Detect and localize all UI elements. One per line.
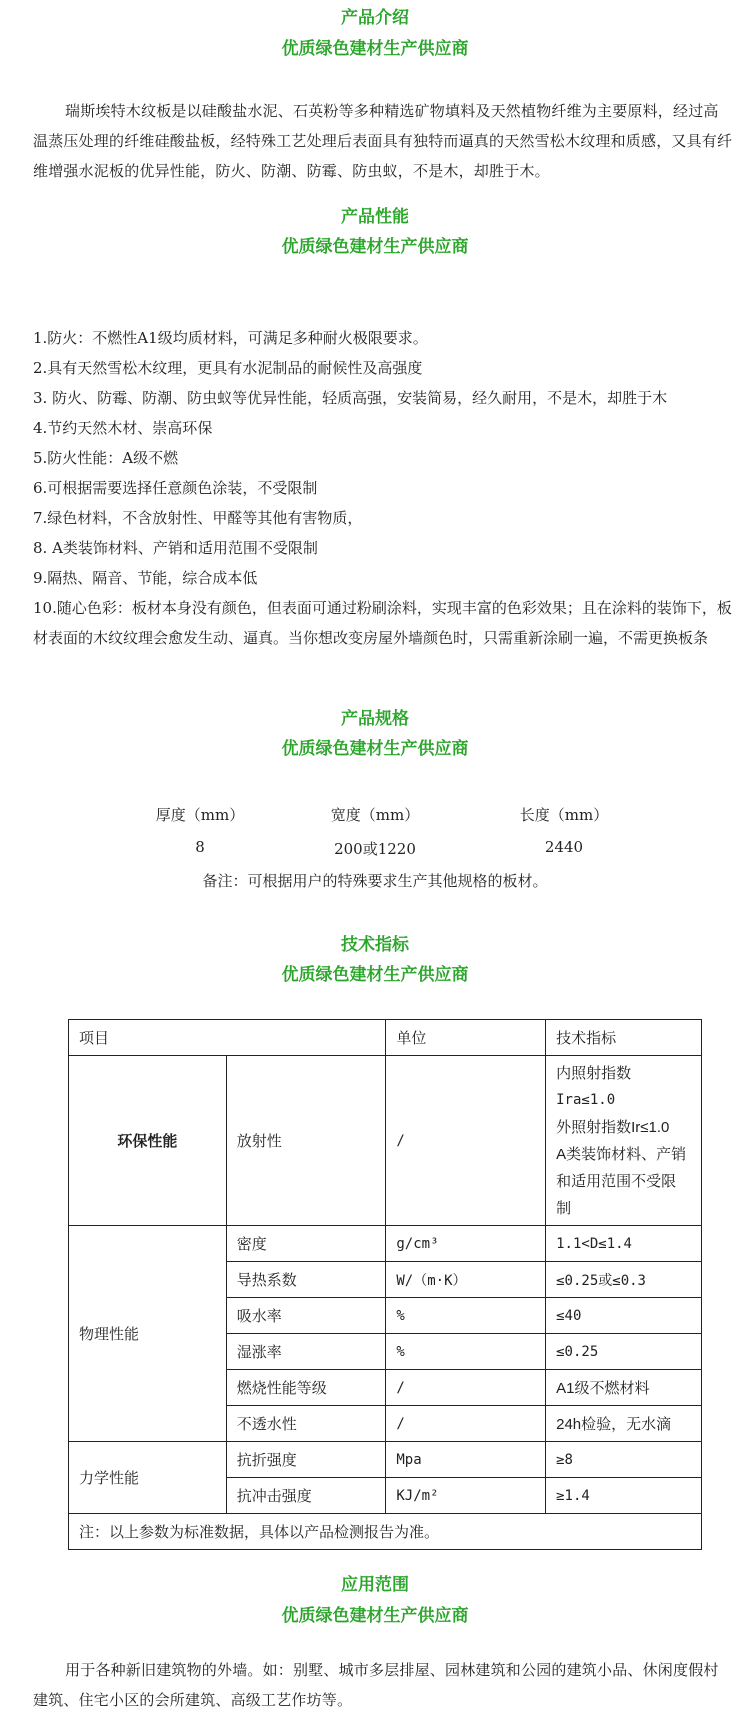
performance-item: 2.具有天然雪松木纹理，更具有水泥制品的耐候性及高强度: [33, 359, 423, 377]
tech-cell-name: 抗冲击强度: [226, 1478, 386, 1514]
tech-cell-name: 湿涨率: [226, 1334, 386, 1370]
tech-env-line: A类装饰材料、产销: [556, 1145, 687, 1163]
tech-cell-unit: /: [386, 1056, 546, 1226]
tech-cell-value: A1级不燃材料: [546, 1370, 702, 1406]
intro-subtitle: 优质绿色建材生产供应商: [281, 39, 469, 59]
tech-env-line: 内照射指数: [556, 1064, 632, 1082]
performance-item: 6.可根据需要选择任意颜色涂装，不受限制: [33, 479, 318, 497]
spec-note: 备注：可根据用户的特殊要求生产其他规格的板材。: [202, 872, 548, 890]
tech-cell-name: 导热系数: [226, 1262, 386, 1298]
performance-item: 10.随心色彩：板材本身没有颜色，但表面可通过粉刷涂料，实现丰富的色彩效果；且在涂料的装饰下，板材表面的木纹纹理会愈发生动、逼真。当你想改变房屋外墙颜色时，只需重新涂刷一遍，不需更换板条: [33, 599, 732, 647]
tech-cell-unit: W/（m·K）: [386, 1262, 546, 1298]
performance-item: 7.绿色材料，不含放射性、甲醛等其他有害物质，: [33, 509, 363, 527]
application-subtitle: 优质绿色建材生产供应商: [281, 1606, 469, 1626]
tech-env-line: Ira≤1.0: [556, 1091, 616, 1108]
performance-item: 5.防火性能：A级不燃: [33, 449, 179, 467]
tech-cell-value: [546, 1056, 702, 1226]
tech-cell-value: 1.1<D≤1.4: [546, 1226, 702, 1262]
tech-cell-value: ≥8: [546, 1442, 702, 1478]
tech-cell-name: 抗折强度: [226, 1442, 386, 1478]
tech-cell-name: 不透水性: [226, 1406, 386, 1442]
tech-env-line: 制: [556, 1199, 572, 1217]
table-row: [69, 1514, 702, 1550]
performance-subtitle: 优质绿色建材生产供应商: [281, 237, 469, 257]
tech-header-row: [69, 1020, 702, 1056]
spec-header-thickness: 厚度（mm）: [155, 806, 245, 824]
tech-cell-value: ≤40: [546, 1298, 702, 1334]
tech-cell-unit: %: [386, 1298, 546, 1334]
tech-header-index: 技术指标: [546, 1020, 702, 1056]
tech-cell-unit: Mpa: [386, 1442, 546, 1478]
tech-cell-unit: /: [386, 1406, 546, 1442]
tech-cell-unit: g/cm³: [386, 1226, 546, 1262]
tech-cell-name: 密度: [226, 1226, 386, 1262]
tech-cell-value: 24h检验，无水滴: [546, 1406, 702, 1442]
performance-item: 1.防火：不燃性A1级均质材料，可满足多种耐火极限要求。: [33, 329, 428, 347]
tech-group-physical: 物理性能: [69, 1226, 227, 1442]
tech-header-unit: 单位: [386, 1020, 546, 1056]
tech-note: 注：以上参数为标准数据，具体以产品检测报告为准。: [69, 1514, 702, 1550]
tech-cell-name: 燃烧性能等级: [226, 1370, 386, 1406]
tech-subtitle: 优质绿色建材生产供应商: [281, 965, 469, 985]
application-title: 应用范围: [341, 1575, 409, 1595]
performance-item: 8. A类装饰材料、产销和适用范围不受限制: [33, 539, 318, 557]
tech-table: [68, 1019, 702, 1550]
tech-cell-name: 放射性: [226, 1056, 386, 1226]
intro-title: 产品介绍: [341, 8, 409, 28]
tech-cell-name: 吸水率: [226, 1298, 386, 1334]
tech-group-mechanical: 力学性能: [69, 1442, 227, 1514]
tech-cell-value: ≥1.4: [546, 1478, 702, 1514]
table-row: [69, 1056, 702, 1226]
performance-list: [33, 323, 733, 653]
tech-cell-unit: %: [386, 1334, 546, 1370]
tech-group-env: 环保性能: [69, 1056, 227, 1226]
tech-cell-unit: /: [386, 1370, 546, 1406]
tech-cell-unit: KJ/m²: [386, 1478, 546, 1514]
table-row: [69, 1442, 702, 1478]
tech-header-item: 项目: [69, 1020, 386, 1056]
tech-cell-value: ≤0.25或≤0.3: [546, 1262, 702, 1298]
spec-value-length: 2440: [544, 838, 584, 856]
spec-value-width: 200或1220: [334, 840, 416, 858]
table-row: [69, 1226, 702, 1262]
tech-cell-value: ≤0.25: [546, 1334, 702, 1370]
performance-item: 3. 防火、防霉、防潮、防虫蚁等优异性能，轻质高强，安装简易，经久耐用，不是木，却胜于木: [33, 389, 668, 407]
tech-title: 技术指标: [341, 935, 409, 955]
spec-subtitle: 优质绿色建材生产供应商: [281, 739, 469, 759]
spec-title: 产品规格: [341, 709, 409, 729]
tech-env-line: 和适用范围不受限: [556, 1172, 677, 1190]
spec-value-thickness: 8: [195, 838, 205, 856]
performance-item: 9.隔热、隔音、节能，综合成本低: [33, 569, 258, 587]
tech-env-line: 外照射指数Ir≤1.0: [556, 1118, 670, 1136]
application-paragraph: 用于各种新旧建筑物的外墙。如：别墅、城市多层排屋、园林建筑和公园的建筑小品、休闲度假村建筑、住宅小区的会所建筑、高级工艺作坊等。: [33, 1661, 719, 1709]
performance-item: 4.节约天然木材、崇高环保: [33, 419, 213, 437]
intro-paragraph: 瑞斯埃特木纹板是以硅酸盐水泥、石英粉等多种精选矿物填料及天然植物纤维为主要原料，经过高温蒸压处理的纤维硅酸盐板，经特殊工艺处理后表面具有独特而逼真的天然雪松木纹理和质感，又具有纤维增强水泥板的优异性能，防火、防潮、防霉、防虫蚁，不是木，却胜于木。: [33, 102, 733, 180]
performance-title: 产品性能: [341, 207, 409, 227]
spec-header-width: 宽度（mm）: [330, 806, 420, 824]
spec-header-length: 长度（mm）: [519, 806, 609, 824]
